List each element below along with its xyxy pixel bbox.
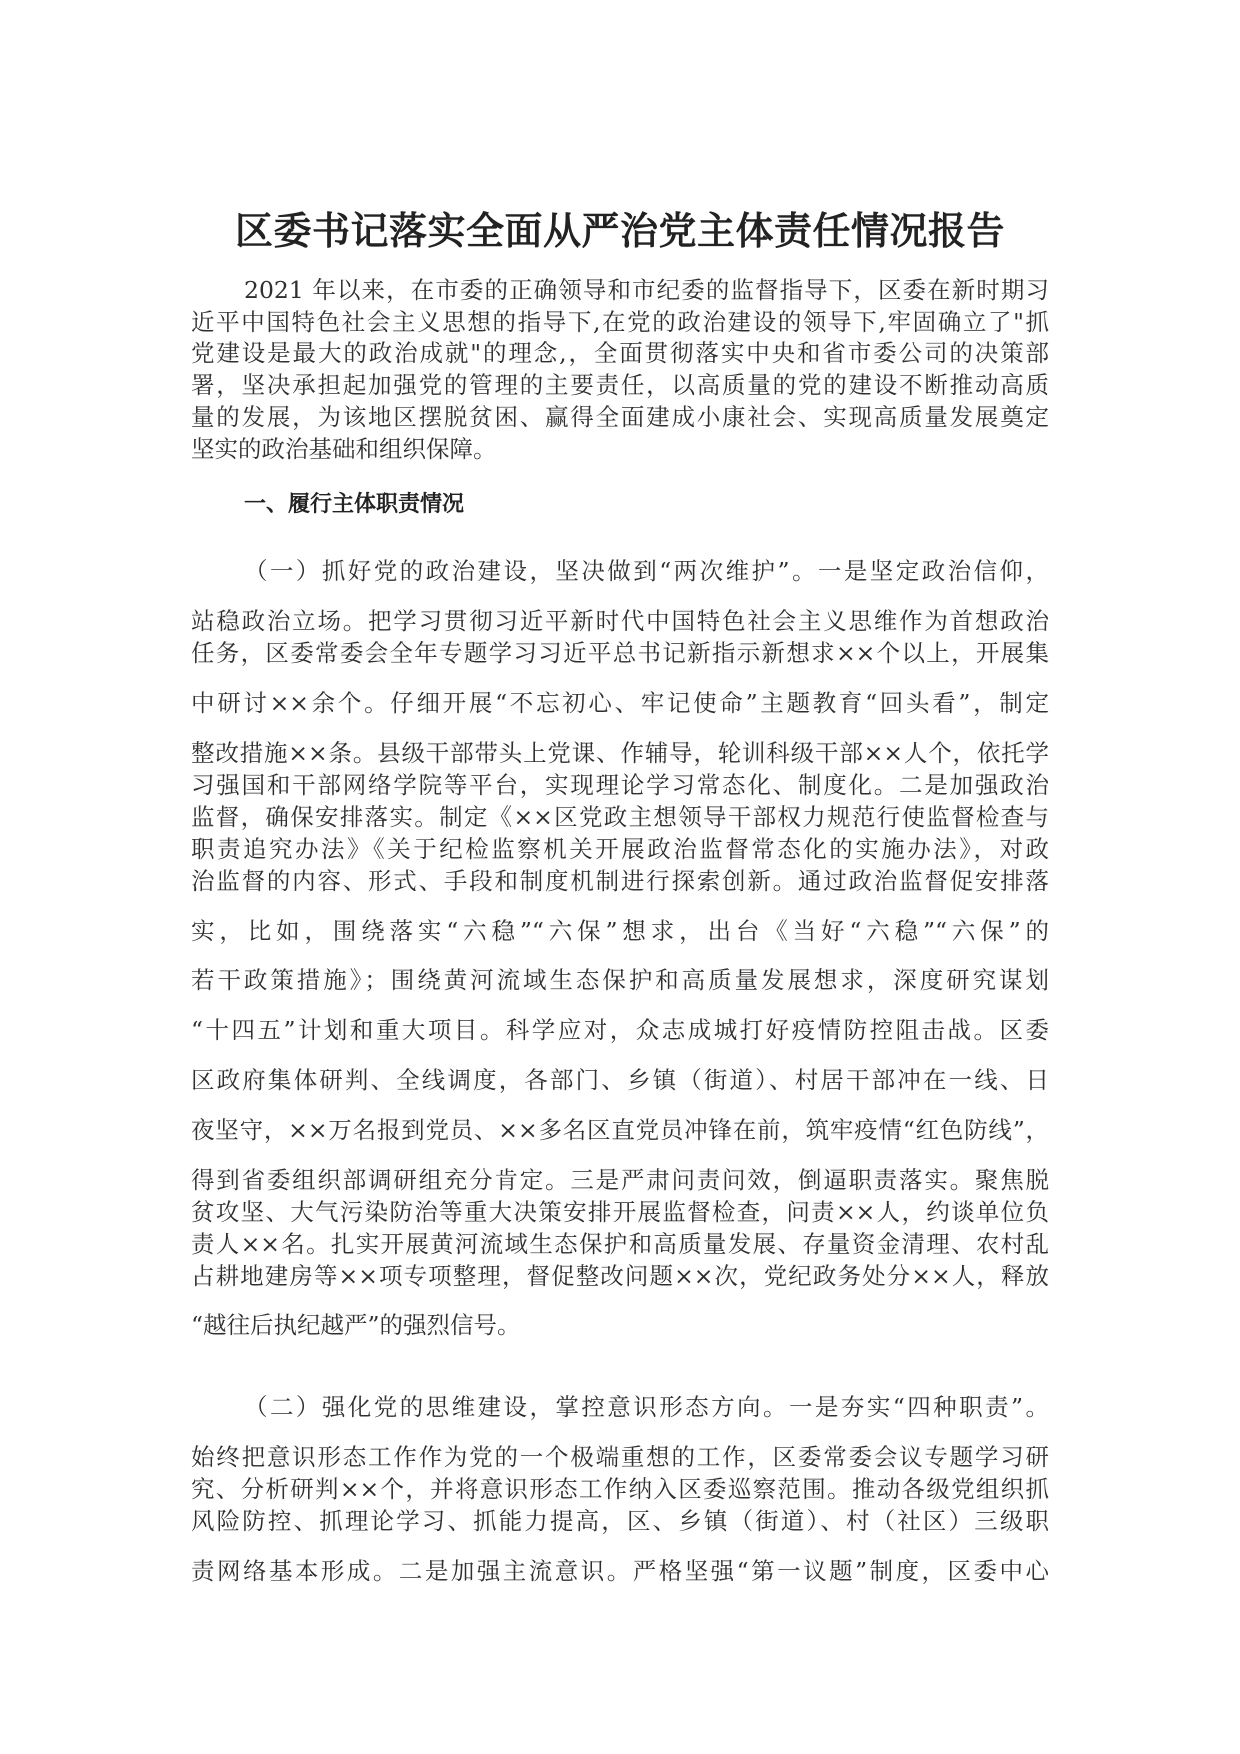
body-line: 风险防控、抓理论学习、抓能力提高，区、乡镇（街道）、村（社区）三级职 (191, 1507, 1049, 1535)
body-line: 始终把意识形态工作作为党的一个极端重想的工作，区委常委会议专题学习研 (191, 1443, 1049, 1471)
body-line: “十四五”计划和重大项目。科学应对，众志成城打好疫情防控阻击战。区委 (191, 1016, 1049, 1044)
body-line: 中研讨××余个。仔细开展“不忘初心、牢记使命”主题教育“回头看”，制定 (191, 689, 1049, 717)
body-line: 监督，确保安排落实。制定《××区党政主想领导干部权力规范行使监督检查与 (191, 803, 1049, 831)
body-line: “越往后执纪越严”的强烈信号。 (191, 1311, 521, 1339)
body-line: 责网络基本形成。二是加强主流意识。严格坚强“第一议题”制度，区委中心 (191, 1557, 1049, 1585)
body-line: 职责追究办法》《关于纪检监察机关开展政治监督常态化的实施办法》，对政 (191, 835, 1049, 863)
body-line: （二）强化党的思维建设，掌控意识形态方向。一是夯实“四种职责”。 (244, 1393, 1049, 1421)
intro-line: 近平中国特色社会主义思想的指导下,在党的政治建设的领导下,牢固确立了"抓 (191, 308, 1049, 336)
intro-line: 2021 年以来，在市委的正确领导和市纪委的监督指导下，区委在新时期习 (244, 276, 1049, 304)
body-line: 实，比如，围绕落实“六稳”“六保”想求，出台《当好“六稳”“六保”的 (191, 917, 1049, 945)
section-heading: 一、履行主体职责情况 (244, 492, 465, 517)
body-line: 贫攻坚、大气污染防治等重大决策安排开展监督检查，问责××人，约谈单位负 (191, 1198, 1049, 1226)
document-title: 区委书记落实全面从严治党主体责任情况报告 (234, 209, 1005, 253)
body-line: 得到省委组织部调研组充分肯定。三是严肃问责问效，倒逼职责落实。聚焦脱 (191, 1166, 1049, 1194)
body-line: 治监督的内容、形式、手段和制度机制进行探索创新。通过政治监督促安排落 (191, 867, 1049, 895)
body-line: 区政府集体研判、全线调度，各部门、乡镇（街道）、村居干部冲在一线、日 (191, 1066, 1049, 1094)
body-line: （一）抓好党的政治建设，坚决做到“两次维护”。一是坚定政治信仰， (244, 557, 1049, 585)
body-line: 习强国和干部网络学院等平台，实现理论学习常态化、制度化。二是加强政治 (191, 771, 1049, 799)
body-line: 任务，区委常委会全年专题学习习近平总书记新指示新想求××个以上，开展集 (191, 639, 1049, 667)
body-line: 若干政策措施》；围绕黄河流域生态保护和高质量发展想求，深度研究谋划 (191, 966, 1049, 994)
intro-line: 量的发展，为该地区摆脱贫困、赢得全面建成小康社会、实现高质量发展奠定 (191, 403, 1049, 431)
body-line: 站稳政治立场。把学习贯彻习近平新时代中国特色社会主义思维作为首想政治 (191, 607, 1049, 635)
body-line: 究、分析研判××个，并将意识形态工作纳入区委巡察范围。推动各级党组织抓 (191, 1475, 1049, 1503)
body-line: 夜坚守，××万名报到党员、××多名区直党员冲锋在前，筑牢疫情“红色防线”， (191, 1116, 1049, 1144)
intro-line: 坚实的政治基础和组织保障。 (191, 435, 497, 463)
body-line: 责人××名。扎实开展黄河流域生态保护和高质量发展、存量资金清理、农村乱 (191, 1230, 1049, 1258)
body-line: 整改措施××条。县级干部带头上党课、作辅导，轮训科级干部××人个，依托学 (191, 739, 1049, 767)
intro-line: 党建设是最大的政治成就"的理念,，全面贯彻落实中央和省市委公司的决策部 (191, 339, 1049, 367)
intro-line: 署，坚决承担起加强党的管理的主要责任，以高质量的党的建设不断推动高质 (191, 371, 1049, 399)
body-line: 占耕地建房等××项专项整理，督促整改问题××次，党纪政务处分××人，释放 (191, 1262, 1049, 1290)
